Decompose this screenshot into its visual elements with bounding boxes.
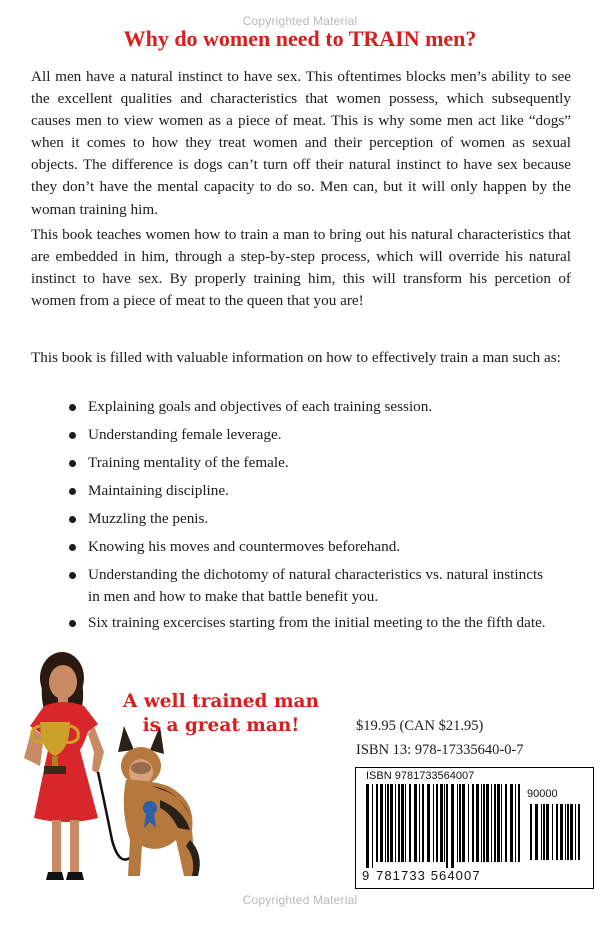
bullet-icon (69, 404, 76, 411)
barcode-bar (446, 784, 448, 868)
isbn-13: ISBN 13: 978-17335640-0-7 (356, 742, 524, 758)
barcode-bar (483, 784, 485, 862)
barcode-bar (497, 784, 500, 862)
barcode-main (364, 784, 524, 868)
barcode-bar (486, 784, 489, 862)
barcode-bar (433, 784, 434, 862)
bullet-icon (69, 516, 76, 523)
barcode-bar (457, 784, 458, 862)
barcode-panel (355, 767, 594, 889)
page-title: Why do women need to TRAIN men? (123, 26, 477, 51)
barcode-bar (578, 804, 580, 860)
barcode-bar (491, 784, 492, 862)
bullet-icon (69, 432, 76, 439)
bullet-icon (69, 620, 76, 627)
barcode-bar (515, 784, 516, 862)
bullet-icon (69, 572, 76, 579)
watermark-top: Copyrighted Material (242, 14, 358, 28)
barcode-bar (409, 784, 411, 862)
barcode-bar (570, 804, 573, 860)
barcode-bar (541, 804, 542, 860)
barcode-digit-groups: 781733 564007 (376, 868, 481, 883)
barcode-bar (505, 784, 507, 862)
barcode-bar (398, 784, 400, 862)
barcode-bar (451, 784, 454, 868)
barcode-addon (528, 804, 584, 866)
barcode-bar (444, 784, 445, 862)
list-item: Knowing his moves and countermoves beforehand. (88, 536, 548, 558)
barcode-lead-digit: 9 (362, 868, 370, 883)
barcode-bar (494, 784, 496, 862)
price: $19.95 (CAN $21.95) (356, 718, 484, 734)
barcode-price-code: 90000 (527, 788, 558, 800)
barcode-bar (510, 784, 513, 862)
ribbon-icon (143, 801, 157, 815)
barcode-bar (366, 784, 369, 868)
bullet-icon (69, 488, 76, 495)
barcode-bar (530, 804, 532, 860)
barcode-bar (567, 804, 569, 860)
barcode-bar (565, 804, 566, 860)
list-item: Understanding female leverage. (88, 424, 548, 446)
bullet-icon (69, 544, 76, 551)
barcode-bar (380, 784, 383, 862)
list-item: Six training excercises starting from the initial meeting to the the fifth date. (88, 612, 548, 634)
barcode-bar (546, 804, 549, 860)
list-item: Explaining goals and objectives of each training session. (88, 396, 548, 418)
barcode-bar (427, 784, 430, 862)
barcode-bar (476, 784, 479, 862)
list-item: Muzzling the penis. (88, 508, 548, 530)
dog-figure (118, 726, 200, 876)
barcode-bar (414, 784, 417, 862)
barcode-bar (518, 784, 520, 862)
barcode-bar (543, 804, 545, 860)
cover-illustration (0, 640, 215, 900)
barcode-bar (459, 784, 461, 862)
barcode-bar (440, 784, 443, 862)
paragraph-intro: All men have a natural instinct to have sex. This oftentimes blocks men’s ability to see the excellent qualities and characteristics that women possess, which subsequently causes men to view women as a piece of meat. This is why some men act like “dogs” when it comes to how they treat women and their perception of women as sexual objects. The difference is dogs can’t turn off their natural instinct to have sex because they don’t have the mental capacity to do so. Men can, but it will only happen by the woman training him. (31, 68, 571, 218)
watermark-bottom: Copyrighted Material (242, 893, 358, 907)
barcode-bar (556, 804, 558, 860)
barcode-bar (501, 784, 502, 862)
barcode-bar (436, 784, 438, 862)
barcode-bar (385, 784, 386, 862)
slogan-line: A well trained man (123, 691, 319, 712)
paragraph-book-teaches: This book teaches women how to train a man to bring out his natural characteristics that are embedded in him, through a step-by-step process, which will override his natural instinct to have sex. By properly training him, this will transform his percetion of women from a piece of meat to the queen that you are! (31, 226, 571, 310)
barcode-bar (372, 784, 373, 868)
barcode-bar (468, 784, 469, 862)
list-item: Understanding the dichotomy of natural characteristics vs. natural instincts in men and how to make that battle benefit you. (88, 564, 548, 608)
barcode-bar (401, 784, 404, 862)
barcode-bar (419, 784, 420, 862)
barcode-bar (395, 784, 396, 862)
barcode-bar (405, 784, 406, 862)
barcode-bar (535, 804, 538, 860)
barcode-bar (560, 804, 563, 860)
barcode-isbn-text: ISBN 9781733564007 (366, 770, 475, 782)
barcode-bar (575, 804, 576, 860)
barcode-bar (552, 804, 553, 860)
barcode-bar (387, 784, 389, 862)
bullet-icon (69, 460, 76, 467)
barcode-bar (376, 784, 378, 862)
list-item: Training mentality of the female. (88, 452, 548, 474)
barcode-bar (422, 784, 424, 862)
barcode-bar (390, 784, 393, 862)
barcode-bar (481, 784, 482, 862)
list-item: Maintaining discipline. (88, 480, 548, 502)
barcode-bar (462, 784, 465, 862)
barcode-bar (472, 784, 474, 862)
slogan (116, 690, 326, 738)
paragraph-filled-with: This book is filled with valuable information on how to effectively train a man such as: (31, 349, 561, 366)
slogan-line: is a great man! (142, 715, 300, 736)
